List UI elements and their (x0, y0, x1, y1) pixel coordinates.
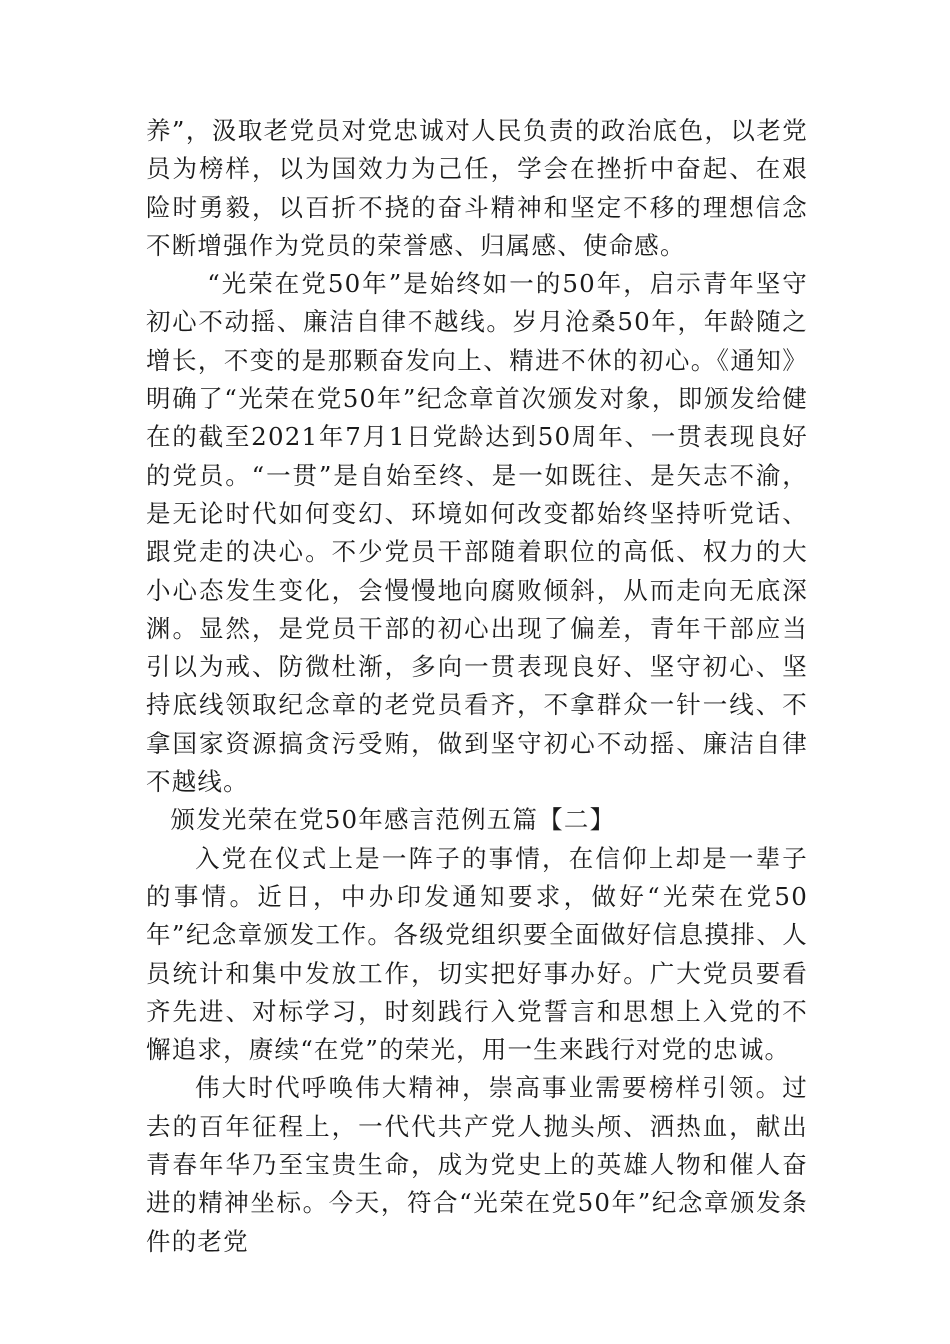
paragraph-fifty-years: “光荣在党50年”是始终如一的50年，启示青年坚守初心不动摇、廉洁自律不越线。岁月沧桑50年，年龄随之增长，不变的是那颗奋发向上、精进不休的初心。《通知》明确了“光荣在党50年”纪念章首次颁发对象，即颁发给健在的截至2021年7月1日党龄达到50周年、一贯表现良好的党员。“一贯”是自始至终、是一如既往、是矢志不渝，是无论时代如何变幻、环境如何改变都始终坚持听党话、跟党走的决心。不少党员干部随着职位的高低、权力的大小心态发生变化，会慢慢地向腐败倾斜，从而走向无底深渊。显然，是党员干部的初心出现了偏差，青年干部应当引以为戒、防微杜渐，多向一贯表现良好、坚守初心、坚持底线领取纪念章的老党员看齐，不拿群众一针一线、不拿国家资源搞贪污受贿，做到坚守初心不动摇、廉洁自律不越线。 (146, 269, 808, 797)
paragraph-continuation: 养”，汲取老党员对党忠诚对人民负责的政治底色，以老党员为榜样，以为国效力为己任，学会在挫折中奋起、在艰险时勇毅，以百折不挠的奋斗精神和坚定不移的理想信念不断增强作为党员的荣誉感、归属感、使命感。 (146, 116, 808, 260)
section-heading: 颁发光荣在党50年感言范例五篇【二】 (170, 805, 616, 835)
paragraph-great-era: 伟大时代呼唤伟大精神，崇高事业需要榜样引领。过去的百年征程上，一代代共产党人抛头颅、洒热血，献出青春年华乃至宝贵生命，成为党史上的英雄人物和催人奋进的精神坐标。今天，符合“光荣在党50年”纪念章颁发条件的老党 (146, 1073, 808, 1256)
paragraph-joining-party: 入党在仪式上是一阵子的事情，在信仰上却是一辈子的事情。近日，中办印发通知要求，做好“光荣在党50年”纪念章颁发工作。各级党组织要全面做好信息摸排、人员统计和集中发放工作，切实把好事办好。广大党员要看齐先进、对标学习，时刻践行入党誓言和思想上入党的不懈追求，赓续“在党”的荣光，用一生来践行对党的忠诚。 (146, 843, 808, 1065)
document-body (146, 112, 808, 1261)
